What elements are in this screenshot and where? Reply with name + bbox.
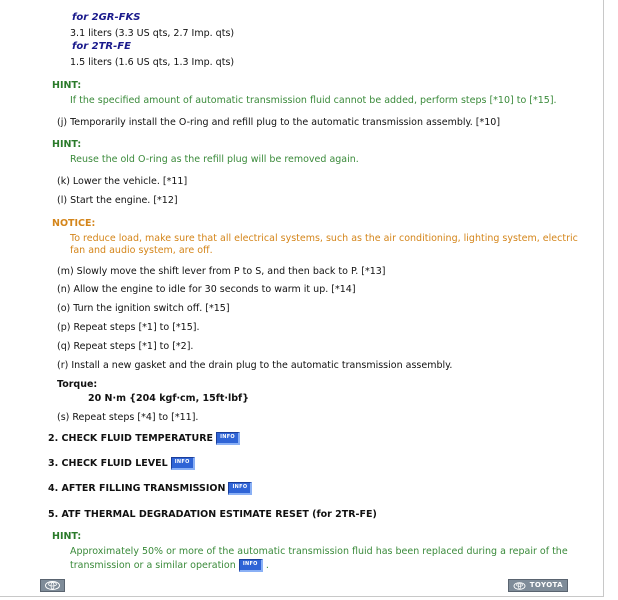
- step-s: (s) Repeat steps [*4] to [*11].: [57, 412, 199, 423]
- step-n: (n) Allow the engine to idle for 30 seconds to warm it up. [*14]: [57, 284, 356, 295]
- section-2-title: 2. CHECK FLUID TEMPERATURE: [48, 433, 214, 444]
- info-button-fluid-temperature[interactable]: INFO: [216, 432, 240, 445]
- hint-3-text-line1: Approximately 50% or more of the automatic transmission fluid has been replaced during a repair of the: [70, 546, 568, 557]
- notice-text-line1: To reduce load, make sure that all electrical systems, such as the air conditioning, lighting system, electric: [70, 233, 578, 244]
- info-button-after-filling[interactable]: INFO: [228, 482, 252, 495]
- hint-1-label: HINT:: [52, 80, 82, 91]
- info-button-fluid-level[interactable]: INFO: [171, 457, 195, 470]
- step-m: (m) Slowly move the shift lever from P to S, and then back to P. [*13]: [57, 266, 386, 277]
- hint-2-label: HINT:: [52, 139, 82, 150]
- step-k: (k) Lower the vehicle. [*11]: [57, 176, 188, 187]
- hint-2-text: Reuse the old O-ring as the refill plug will be removed again.: [70, 154, 359, 165]
- step-r: (r) Install a new gasket and the drain plug to the automatic transmission assembly.: [57, 360, 453, 371]
- toyota-logo-button[interactable]: [40, 579, 65, 592]
- toyota-small-emblem-icon: [513, 582, 526, 590]
- amount-2tr-fe: 1.5 liters (1.6 US qts, 1.3 Imp. qts): [70, 57, 235, 68]
- hint-3-label: HINT:: [52, 531, 82, 542]
- hint-3-text-line2: [70, 559, 269, 572]
- section-4-title: 4. AFTER FILLING TRANSMISSION: [48, 483, 226, 494]
- hint-3-line2-end: .: [265, 560, 269, 571]
- toyota-brand-text: TOYOTA: [529, 581, 563, 589]
- section-5-title: 5. ATF THERMAL DEGRADATION ESTIMATE RESET (for 2TR-FE): [48, 509, 377, 520]
- model-2gr-fks: for 2GR-FKS: [72, 12, 141, 23]
- section-3-title: 3. CHECK FLUID LEVEL: [48, 458, 168, 469]
- section-atf-reset: [48, 509, 377, 520]
- torque-label: Torque:: [57, 379, 98, 390]
- step-p: (p) Repeat steps [*1] to [*15].: [57, 322, 200, 333]
- hint-3-line2-text: transmission or a similar operation: [70, 560, 236, 571]
- notice-label: NOTICE:: [52, 218, 96, 229]
- model-2tr-fe: for 2TR-FE: [72, 41, 131, 52]
- amount-2gr-fks: 3.1 liters (3.3 US qts, 2.7 Imp. qts): [70, 28, 235, 39]
- step-j: (j) Temporarily install the O-ring and refill plug to the automatic transmission assembly. [*10]: [57, 117, 501, 128]
- toyota-emblem-icon: [41, 580, 64, 591]
- step-o: (o) Turn the ignition switch off. [*15]: [57, 303, 230, 314]
- section-check-fluid-temperature: [48, 432, 240, 445]
- toyota-brand-button[interactable]: [508, 579, 568, 592]
- torque-value: 20 N·m {204 kgf·cm, 15ft·lbf}: [88, 393, 249, 404]
- section-after-filling: [48, 482, 252, 495]
- step-q: (q) Repeat steps [*1] to [*2].: [57, 341, 194, 352]
- section-check-fluid-level: [48, 457, 195, 470]
- hint-1-text: If the specified amount of automatic transmission fluid cannot be added, perform steps [*10] to [*15].: [70, 95, 557, 106]
- step-l: (l) Start the engine. [*12]: [57, 195, 178, 206]
- info-button-hint[interactable]: INFO: [239, 559, 263, 572]
- notice-text-line2: fan and audio system, are off.: [70, 245, 213, 256]
